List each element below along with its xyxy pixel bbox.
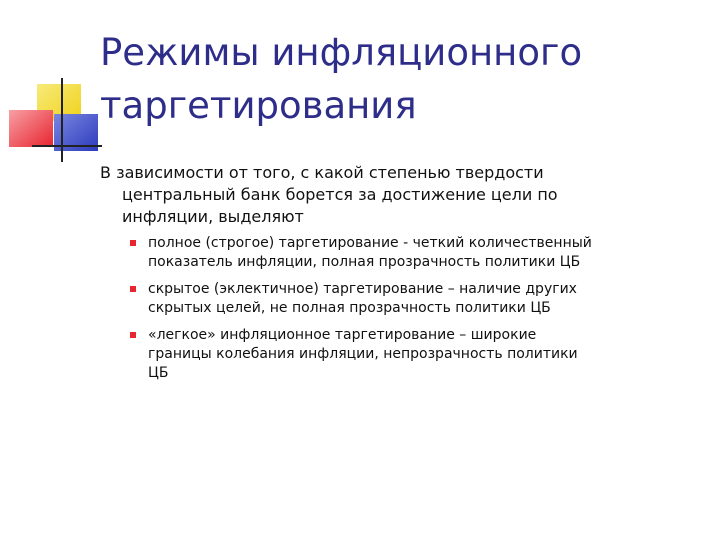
title-line: таргетирования xyxy=(100,84,417,127)
slide-title xyxy=(100,26,700,132)
bullet-line: границы колебания инфляции, непрозрачность политики xyxy=(148,346,578,362)
bullet-item xyxy=(100,234,700,272)
slide-body xyxy=(100,162,700,391)
bullet-line: показатель инфляции, полная прозрачность политики ЦБ xyxy=(148,254,581,270)
lead-line: инфляции, выделяют xyxy=(122,207,304,226)
title-line: Режимы инфляционного xyxy=(100,31,583,74)
square-bullet-icon xyxy=(130,240,136,246)
bullet-line: скрытое (эклектичное) таргетирование – наличие других xyxy=(148,281,577,297)
bullet-list xyxy=(100,234,700,383)
bullet-item xyxy=(100,280,700,318)
square-bullet-icon xyxy=(130,332,136,338)
bullet-line: ЦБ xyxy=(148,365,169,381)
lead-paragraph xyxy=(100,162,700,228)
bullet-line: скрытых целей, не полная прозрачность политики ЦБ xyxy=(148,300,551,316)
square-bullet-icon xyxy=(130,286,136,292)
bullet-item xyxy=(100,326,700,383)
decorative-squares-logo xyxy=(0,0,110,170)
bullet-line: полное (строгое) таргетирование - четкий количественный xyxy=(148,235,592,251)
red-square xyxy=(9,110,53,147)
lead-line: центральный банк борется за достижение цели по xyxy=(122,185,558,204)
lead-line: В зависимости от того, с какой степенью твердости xyxy=(100,163,544,182)
bullet-line: «легкое» инфляционное таргетирование – широкие xyxy=(148,327,537,343)
